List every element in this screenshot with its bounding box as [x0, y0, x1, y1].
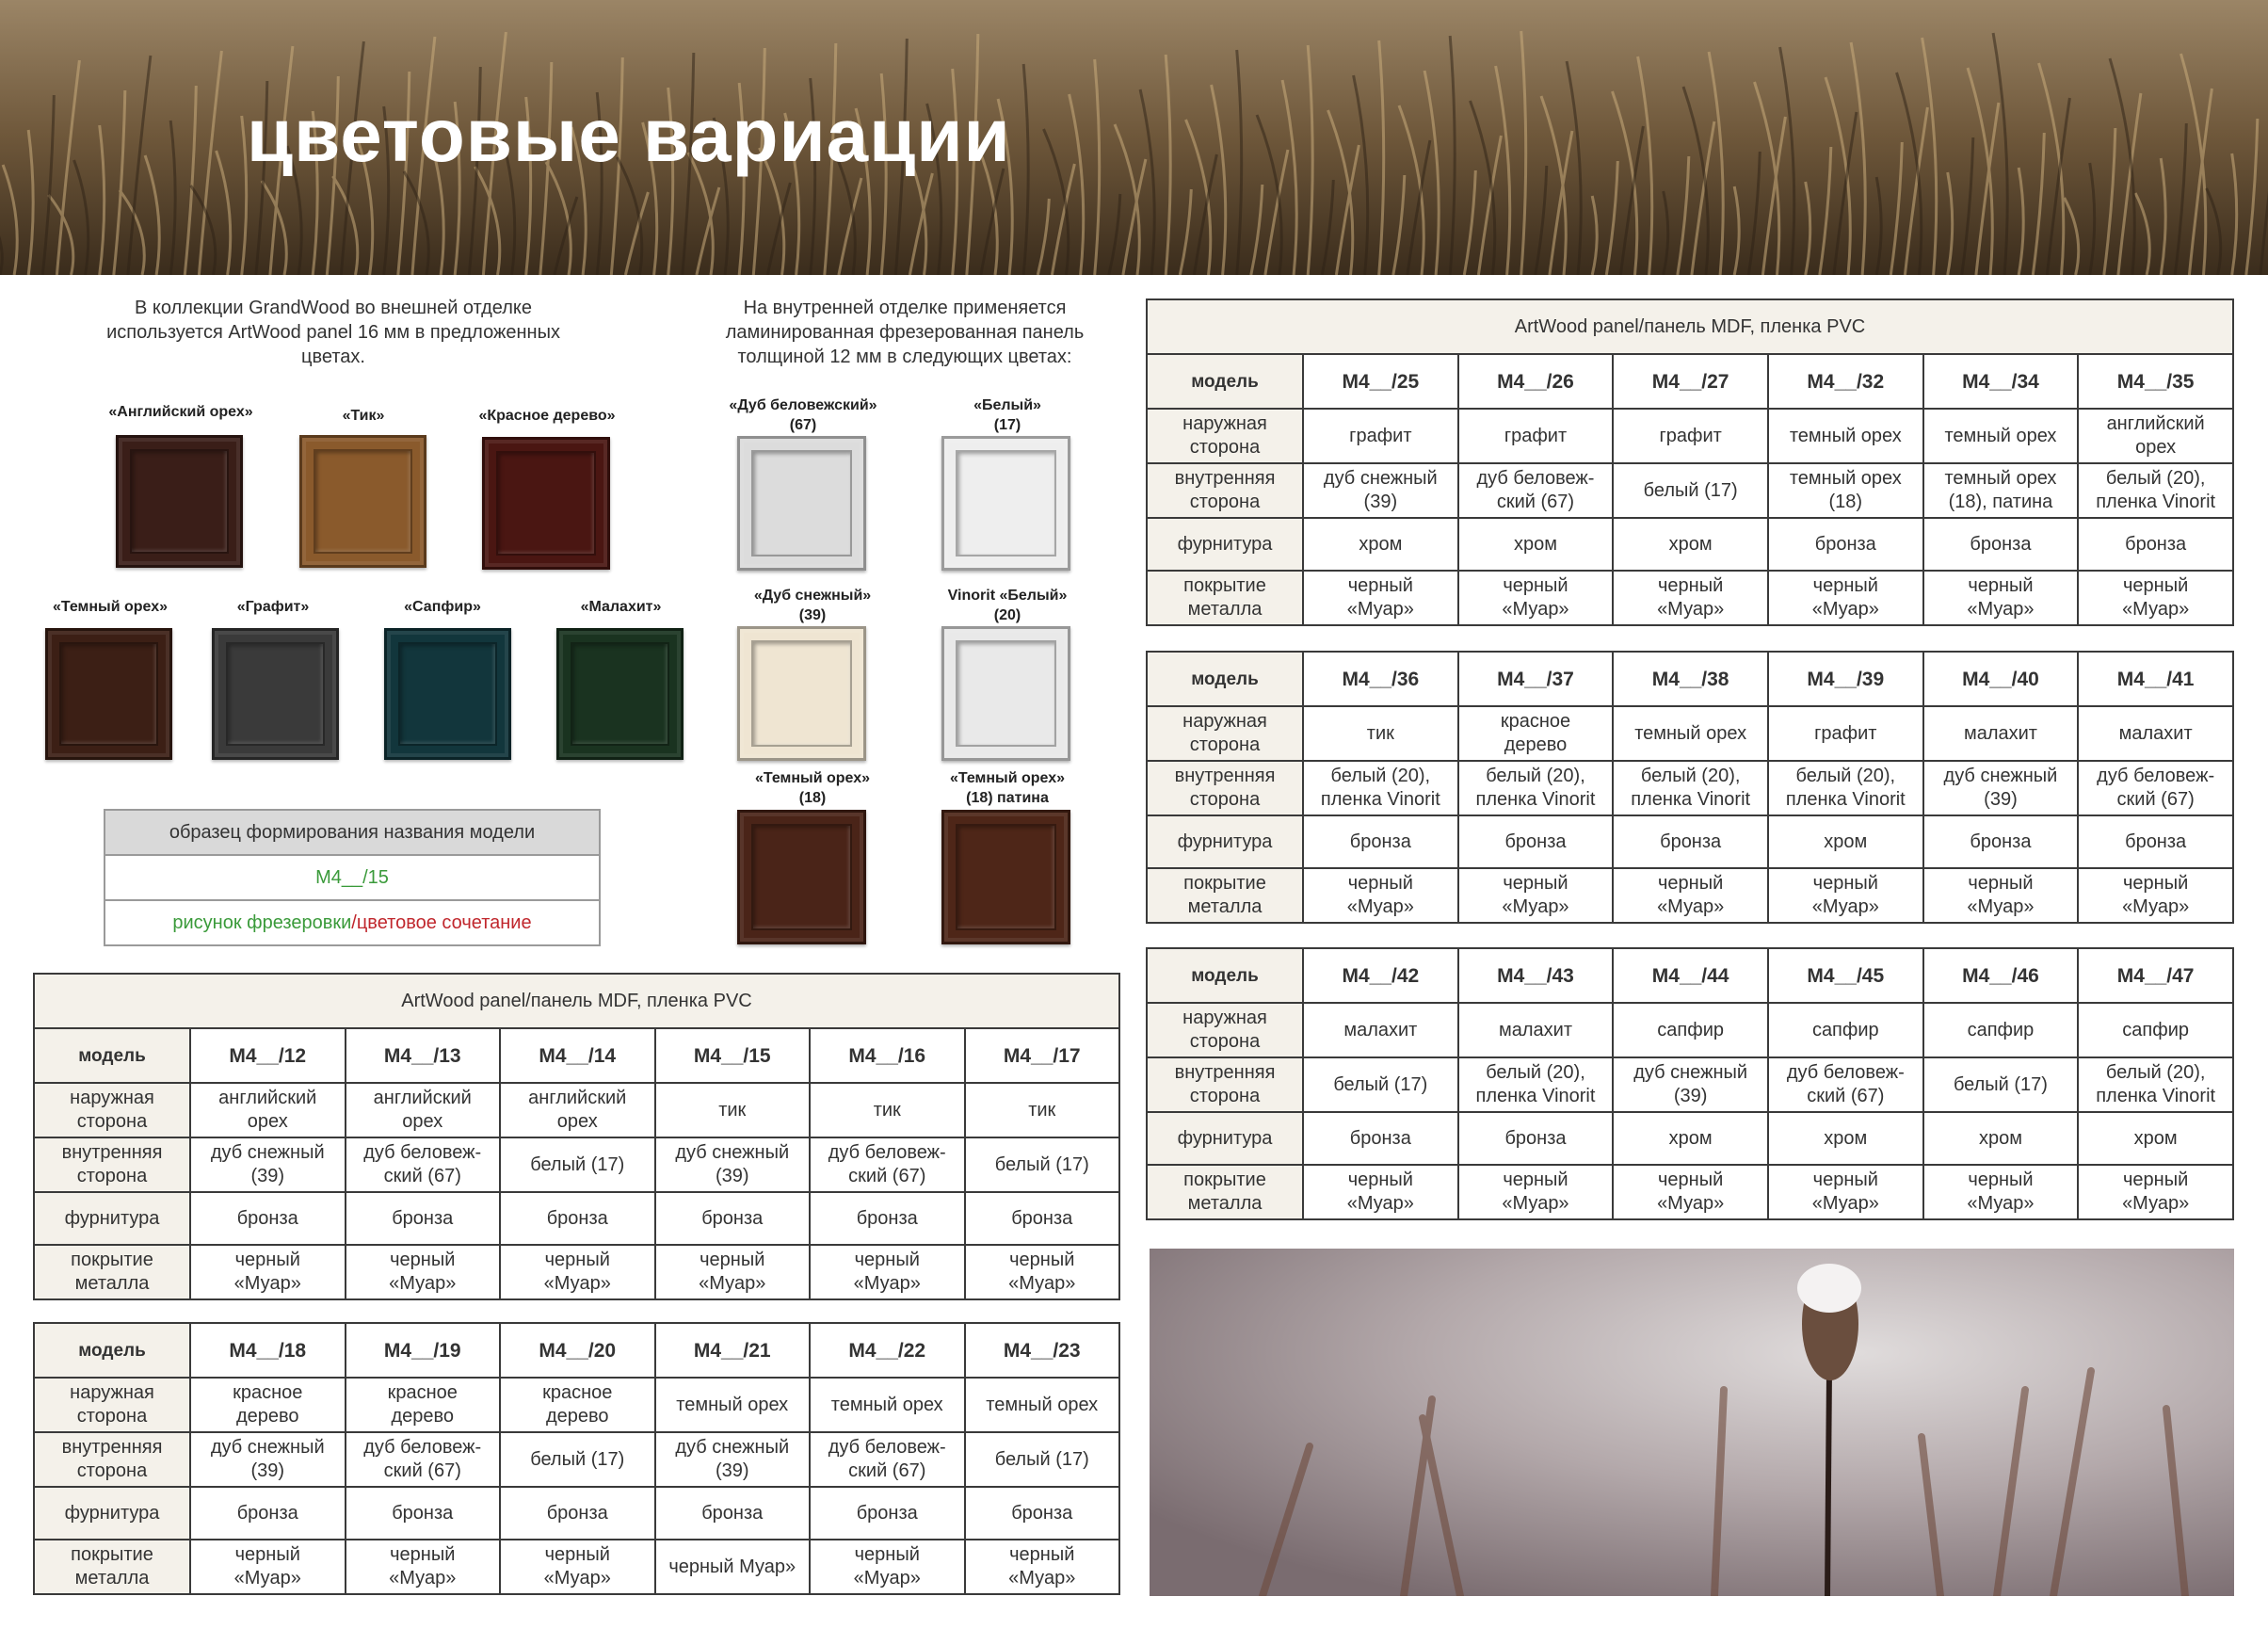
row-label-inner: внутренняя сторона [34, 1137, 190, 1192]
outer-color: графит [1613, 409, 1768, 463]
outer-color: тик [1303, 706, 1458, 761]
outer-color: красное дерево [346, 1378, 501, 1432]
outer-color: малахит [2078, 706, 2233, 761]
hardware: хром [1613, 518, 1768, 571]
outer-color: английский орех [500, 1083, 655, 1137]
hardware: бронза [1303, 815, 1458, 868]
row-label-inner: внутренняя сторона [1147, 1057, 1303, 1112]
row-label-outer: наружная сторона [1147, 706, 1303, 761]
metal-coating: черный «Муар» [1923, 868, 2079, 923]
swatch-label-code: (20) [993, 607, 1021, 623]
sample-part1: рисунок фрезеровки [172, 911, 352, 933]
inner-color: дуб беловеж- ский (67) [346, 1137, 501, 1192]
inner-color: белый (20), пленка Vinorit [2078, 1057, 2233, 1112]
metal-coating: черный «Муар» [190, 1245, 346, 1299]
metal-coating: черный Муар» [655, 1540, 811, 1594]
outer-color: темный орех [1613, 706, 1768, 761]
swatch-label: «Графит» [236, 599, 310, 615]
sample-sep: / [351, 911, 357, 933]
row-label-inner: внутренняя сторона [1147, 463, 1303, 518]
hardware: хром [2078, 1112, 2233, 1165]
swatch-label-name: «Дуб беловежский» [729, 397, 877, 413]
outer-color: графит [1303, 409, 1458, 463]
hardware: бронза [500, 1192, 655, 1245]
winter-cattail-photo [1150, 1249, 2234, 1596]
metal-coating: черный «Муар» [965, 1540, 1120, 1594]
outer-color: английский орех [2078, 409, 2233, 463]
swatch-label-code: (39) [798, 607, 827, 623]
swatch-label [923, 395, 1092, 435]
model-code: M4__/37 [1458, 652, 1614, 706]
swatch-label [918, 768, 1097, 808]
hardware: бронза [1458, 815, 1614, 868]
model-code: M4__/13 [346, 1028, 501, 1083]
model-code: M4__/41 [2078, 652, 2233, 706]
intro-inner-text: На внутренней отделке применяется ламинированная фрезерованная панель толщиной 12 мм в следующих цветах: [725, 298, 1085, 367]
page-title: цветовые вариации [247, 93, 1011, 177]
metal-coating: черный «Муар» [500, 1245, 655, 1299]
outer-color: тик [965, 1083, 1120, 1137]
outer-color: темный орех [1923, 409, 2079, 463]
hardware: хром [1303, 518, 1458, 571]
row-label-coating: покрытие металла [1147, 1165, 1303, 1219]
inner-color: дуб снежный (39) [1613, 1057, 1768, 1112]
outer-color: темный орех [1768, 409, 1923, 463]
model-code: M4__/38 [1613, 652, 1768, 706]
row-label-hardware: фурнитура [34, 1487, 190, 1540]
metal-coating: черный «Муар» [2078, 1165, 2233, 1219]
model-code: M4__/23 [965, 1323, 1120, 1378]
metal-coating: черный «Муар» [1613, 1165, 1768, 1219]
metal-coating: черный «Муар» [1303, 1165, 1458, 1219]
model-code: M4__/14 [500, 1028, 655, 1083]
model-code: M4__/19 [346, 1323, 501, 1378]
model-code: M4__/44 [1613, 948, 1768, 1003]
model-code: M4__/20 [500, 1323, 655, 1378]
metal-coating: черный «Муар» [346, 1245, 501, 1299]
swatch-label: «Сапфир» [404, 599, 481, 615]
inner-color: темный орех (18) [1768, 463, 1923, 518]
model-code: M4__/32 [1768, 354, 1923, 409]
swatch-label [723, 586, 902, 625]
swatch-label [923, 586, 1092, 625]
metal-coating: черный «Муар» [1923, 1165, 2079, 1219]
swatch-white [941, 436, 1070, 571]
row-label-hardware: фурнитура [1147, 815, 1303, 868]
row-label-model: модель [34, 1323, 190, 1378]
metal-coating: черный «Муар» [2078, 868, 2233, 923]
row-label-model: модель [1147, 652, 1303, 706]
swatch-label: «Красное дерево» [478, 408, 616, 424]
inner-color: белый (20), пленка Vinorit [1303, 761, 1458, 815]
model-code: M4__/16 [810, 1028, 965, 1083]
metal-coating: черный «Муар» [1613, 571, 1768, 625]
hardware: бронза [2078, 518, 2233, 571]
row-label-coating: покрытие металла [1147, 868, 1303, 923]
outer-color: темный орех [655, 1378, 811, 1432]
swatch-label-name: «Белый» [973, 397, 1041, 413]
metal-coating: черный «Муар» [1613, 868, 1768, 923]
outer-color: темный орех [965, 1378, 1120, 1432]
metal-coating: черный «Муар» [1458, 868, 1614, 923]
swatch-label: «Тик» [342, 408, 385, 424]
row-label-model: модель [34, 1028, 190, 1083]
metal-coating: черный «Муар» [1303, 571, 1458, 625]
inner-color: дуб снежный (39) [190, 1432, 346, 1487]
outer-color: тик [810, 1083, 965, 1137]
model-code: M4__/40 [1923, 652, 2079, 706]
metal-coating: черный «Муар» [810, 1245, 965, 1299]
inner-color: дуб снежный (39) [655, 1432, 811, 1487]
spec-table-25-35 [1146, 298, 2234, 626]
hardware: бронза [346, 1487, 501, 1540]
inner-color: дуб беловеж- ский (67) [2078, 761, 2233, 815]
spec-table-42-47 [1146, 947, 2234, 1220]
outer-color: сапфир [1613, 1003, 1768, 1057]
outer-color: красное дерево [500, 1378, 655, 1432]
outer-color: тик [655, 1083, 811, 1137]
metal-coating: черный «Муар» [1303, 868, 1458, 923]
row-label-hardware: фурнитура [34, 1192, 190, 1245]
metal-coating: черный «Муар» [810, 1540, 965, 1594]
outer-color: сапфир [2078, 1003, 2233, 1057]
swatch-label: «Малахит» [580, 599, 662, 615]
inner-color: белый (17) [1923, 1057, 2079, 1112]
model-code: M4__/39 [1768, 652, 1923, 706]
table-title: ArtWood panel/панель MDF, пленка PVC [34, 974, 1119, 1028]
row-label-outer: наружная сторона [34, 1378, 190, 1432]
row-label-inner: внутренняя сторона [34, 1432, 190, 1487]
metal-coating: черный «Муар» [1768, 1165, 1923, 1219]
model-code: M4__/21 [655, 1323, 811, 1378]
swatch-label-code: (67) [789, 417, 817, 433]
inner-color: дуб снежный (39) [1303, 463, 1458, 518]
swatch-label [704, 395, 902, 435]
swatch-dark-walnut-inner [737, 810, 866, 944]
model-code: M4__/43 [1458, 948, 1614, 1003]
metal-coating: черный «Муар» [2078, 571, 2233, 625]
row-label-outer: наружная сторона [34, 1083, 190, 1137]
model-code: M4__/35 [2078, 354, 2233, 409]
swatch-oak-belovezh [737, 436, 866, 571]
hardware: бронза [810, 1487, 965, 1540]
hardware: хром [1458, 518, 1614, 571]
swatch-vinorit-white [941, 626, 1070, 761]
outer-color: сапфир [1923, 1003, 2079, 1057]
swatch-sapphire [384, 628, 511, 760]
spec-table-36-41 [1146, 651, 2234, 924]
hardware: бронза [965, 1487, 1120, 1540]
hardware: бронза [500, 1487, 655, 1540]
hardware: бронза [1923, 518, 2079, 571]
sample-part2: цветовое сочетание [356, 911, 532, 933]
swatch-label-code: (18) [798, 790, 827, 806]
metal-coating: черный «Муар» [500, 1540, 655, 1594]
inner-color: дуб беловеж- ский (67) [810, 1137, 965, 1192]
swatch-dark-walnut [45, 628, 172, 760]
sample-model: M4__/15 [105, 855, 600, 900]
swatch-label-code: (17) [993, 417, 1021, 433]
swatch-label [723, 768, 902, 808]
swatch-label-name: «Темный орех» [754, 770, 871, 786]
model-code: M4__/12 [190, 1028, 346, 1083]
row-label-coating: покрытие металла [34, 1245, 190, 1299]
inner-color: белый (17) [500, 1432, 655, 1487]
model-code: M4__/46 [1923, 948, 2079, 1003]
inner-color: белый (17) [1303, 1057, 1458, 1112]
hardware: бронза [2078, 815, 2233, 868]
hardware: бронза [965, 1192, 1120, 1245]
header-banner [0, 0, 2268, 275]
sample-legend [105, 900, 600, 945]
inner-color: дуб снежный (39) [655, 1137, 811, 1192]
outer-color: английский орех [190, 1083, 346, 1137]
inner-color: белый (17) [965, 1432, 1120, 1487]
inner-color: дуб беловеж- ский (67) [346, 1432, 501, 1487]
hardware: бронза [655, 1192, 811, 1245]
hardware: хром [1768, 1112, 1923, 1165]
spec-table-12-17 [33, 973, 1120, 1300]
model-code: M4__/17 [965, 1028, 1120, 1083]
metal-coating: черный «Муар» [1923, 571, 2079, 625]
model-code: M4__/34 [1923, 354, 2079, 409]
inner-color: белый (20), пленка Vinorit [1768, 761, 1923, 815]
model-code: M4__/26 [1458, 354, 1614, 409]
swatch-label-name: «Дуб снежный» [753, 588, 872, 604]
swatch-english-walnut [116, 435, 243, 568]
swatch-label: «Английский орех» [108, 404, 253, 420]
outer-color: малахит [1458, 1003, 1614, 1057]
hardware: бронза [190, 1192, 346, 1245]
swatch-dark-walnut-patina [941, 810, 1070, 944]
swatch-label: «Темный орех» [52, 599, 169, 615]
row-label-inner: внутренняя сторона [1147, 761, 1303, 815]
row-label-outer: наружная сторона [1147, 1003, 1303, 1057]
row-label-outer: наружная сторона [1147, 409, 1303, 463]
outer-color: сапфир [1768, 1003, 1923, 1057]
hardware: бронза [1303, 1112, 1458, 1165]
metal-coating: черный «Муар» [655, 1245, 811, 1299]
swatch-mahogany [482, 437, 610, 570]
model-code: M4__/42 [1303, 948, 1458, 1003]
metal-coating: черный «Муар» [1458, 1165, 1614, 1219]
inner-color: белый (20), пленка Vinorit [1613, 761, 1768, 815]
outer-color: английский орех [346, 1083, 501, 1137]
hardware: бронза [346, 1192, 501, 1245]
inner-color: белый (20), пленка Vinorit [1458, 1057, 1614, 1112]
model-code: M4__/22 [810, 1323, 965, 1378]
outer-color: красное дерево [1458, 706, 1614, 761]
outer-color: малахит [1303, 1003, 1458, 1057]
swatch-label-code: (18) патина [966, 790, 1049, 806]
inner-color: дуб беловеж- ский (67) [1458, 463, 1614, 518]
hardware: бронза [190, 1487, 346, 1540]
model-code: M4__/45 [1768, 948, 1923, 1003]
swatch-label-name: «Темный орех» [949, 770, 1066, 786]
swatch-malachite [556, 628, 684, 760]
hardware: бронза [810, 1192, 965, 1245]
model-name-sample-table [104, 809, 601, 946]
hardware: бронза [655, 1487, 811, 1540]
outer-color: графит [1458, 409, 1614, 463]
hardware: хром [1923, 1112, 2079, 1165]
model-code: M4__/25 [1303, 354, 1458, 409]
hardware: бронза [1458, 1112, 1614, 1165]
model-code: M4__/18 [190, 1323, 346, 1378]
hardware: бронза [1923, 815, 2079, 868]
inner-color: белый (20), пленка Vinorit [1458, 761, 1614, 815]
row-label-coating: покрытие металла [1147, 571, 1303, 625]
inner-color: темный орех (18), патина [1923, 463, 2079, 518]
inner-color: белый (17) [1613, 463, 1768, 518]
hardware: хром [1613, 1112, 1768, 1165]
inner-color: белый (20), пленка Vinorit [2078, 463, 2233, 518]
outer-color: темный орех [810, 1378, 965, 1432]
row-label-hardware: фурнитура [1147, 1112, 1303, 1165]
row-label-model: модель [1147, 354, 1303, 409]
cattail-illustration [1150, 1249, 2234, 1596]
swatch-teak [299, 435, 426, 568]
hardware: бронза [1613, 815, 1768, 868]
metal-coating: черный «Муар» [1768, 868, 1923, 923]
outer-color: малахит [1923, 706, 2079, 761]
inner-color: белый (17) [965, 1137, 1120, 1192]
metal-coating: черный «Муар» [346, 1540, 501, 1594]
inner-color: белый (17) [500, 1137, 655, 1192]
hardware: хром [1768, 815, 1923, 868]
outer-color: красное дерево [190, 1378, 346, 1432]
metal-coating: черный «Муар» [1458, 571, 1614, 625]
model-code: M4__/27 [1613, 354, 1768, 409]
model-code: M4__/47 [2078, 948, 2233, 1003]
metal-coating: черный «Муар» [965, 1245, 1120, 1299]
swatch-label-name: Vinorit «Белый» [947, 588, 1068, 604]
inner-color: дуб беловеж- ский (67) [810, 1432, 965, 1487]
inner-color: дуб снежный (39) [190, 1137, 346, 1192]
model-code: M4__/36 [1303, 652, 1458, 706]
table-title: ArtWood panel/панель MDF, пленка PVC [1147, 299, 2233, 354]
intro-outer-text: В коллекции GrandWood во внешней отделке используется ArtWood panel 16 мм в предложенных цветах. [106, 298, 560, 367]
metal-coating: черный «Муар» [190, 1540, 346, 1594]
row-label-hardware: фурнитура [1147, 518, 1303, 571]
row-label-coating: покрытие металла [34, 1540, 190, 1594]
spec-table-18-23 [33, 1322, 1120, 1595]
hardware: бронза [1768, 518, 1923, 571]
metal-coating: черный «Муар» [1768, 571, 1923, 625]
row-label-model: модель [1147, 948, 1303, 1003]
sample-header: образец формирования названия модели [105, 810, 600, 855]
swatch-graphite [212, 628, 339, 760]
inner-color: дуб беловеж- ский (67) [1768, 1057, 1923, 1112]
outer-color: графит [1768, 706, 1923, 761]
model-code: M4__/15 [655, 1028, 811, 1083]
inner-color: дуб снежный (39) [1923, 761, 2079, 815]
swatch-snow-oak [737, 626, 866, 761]
